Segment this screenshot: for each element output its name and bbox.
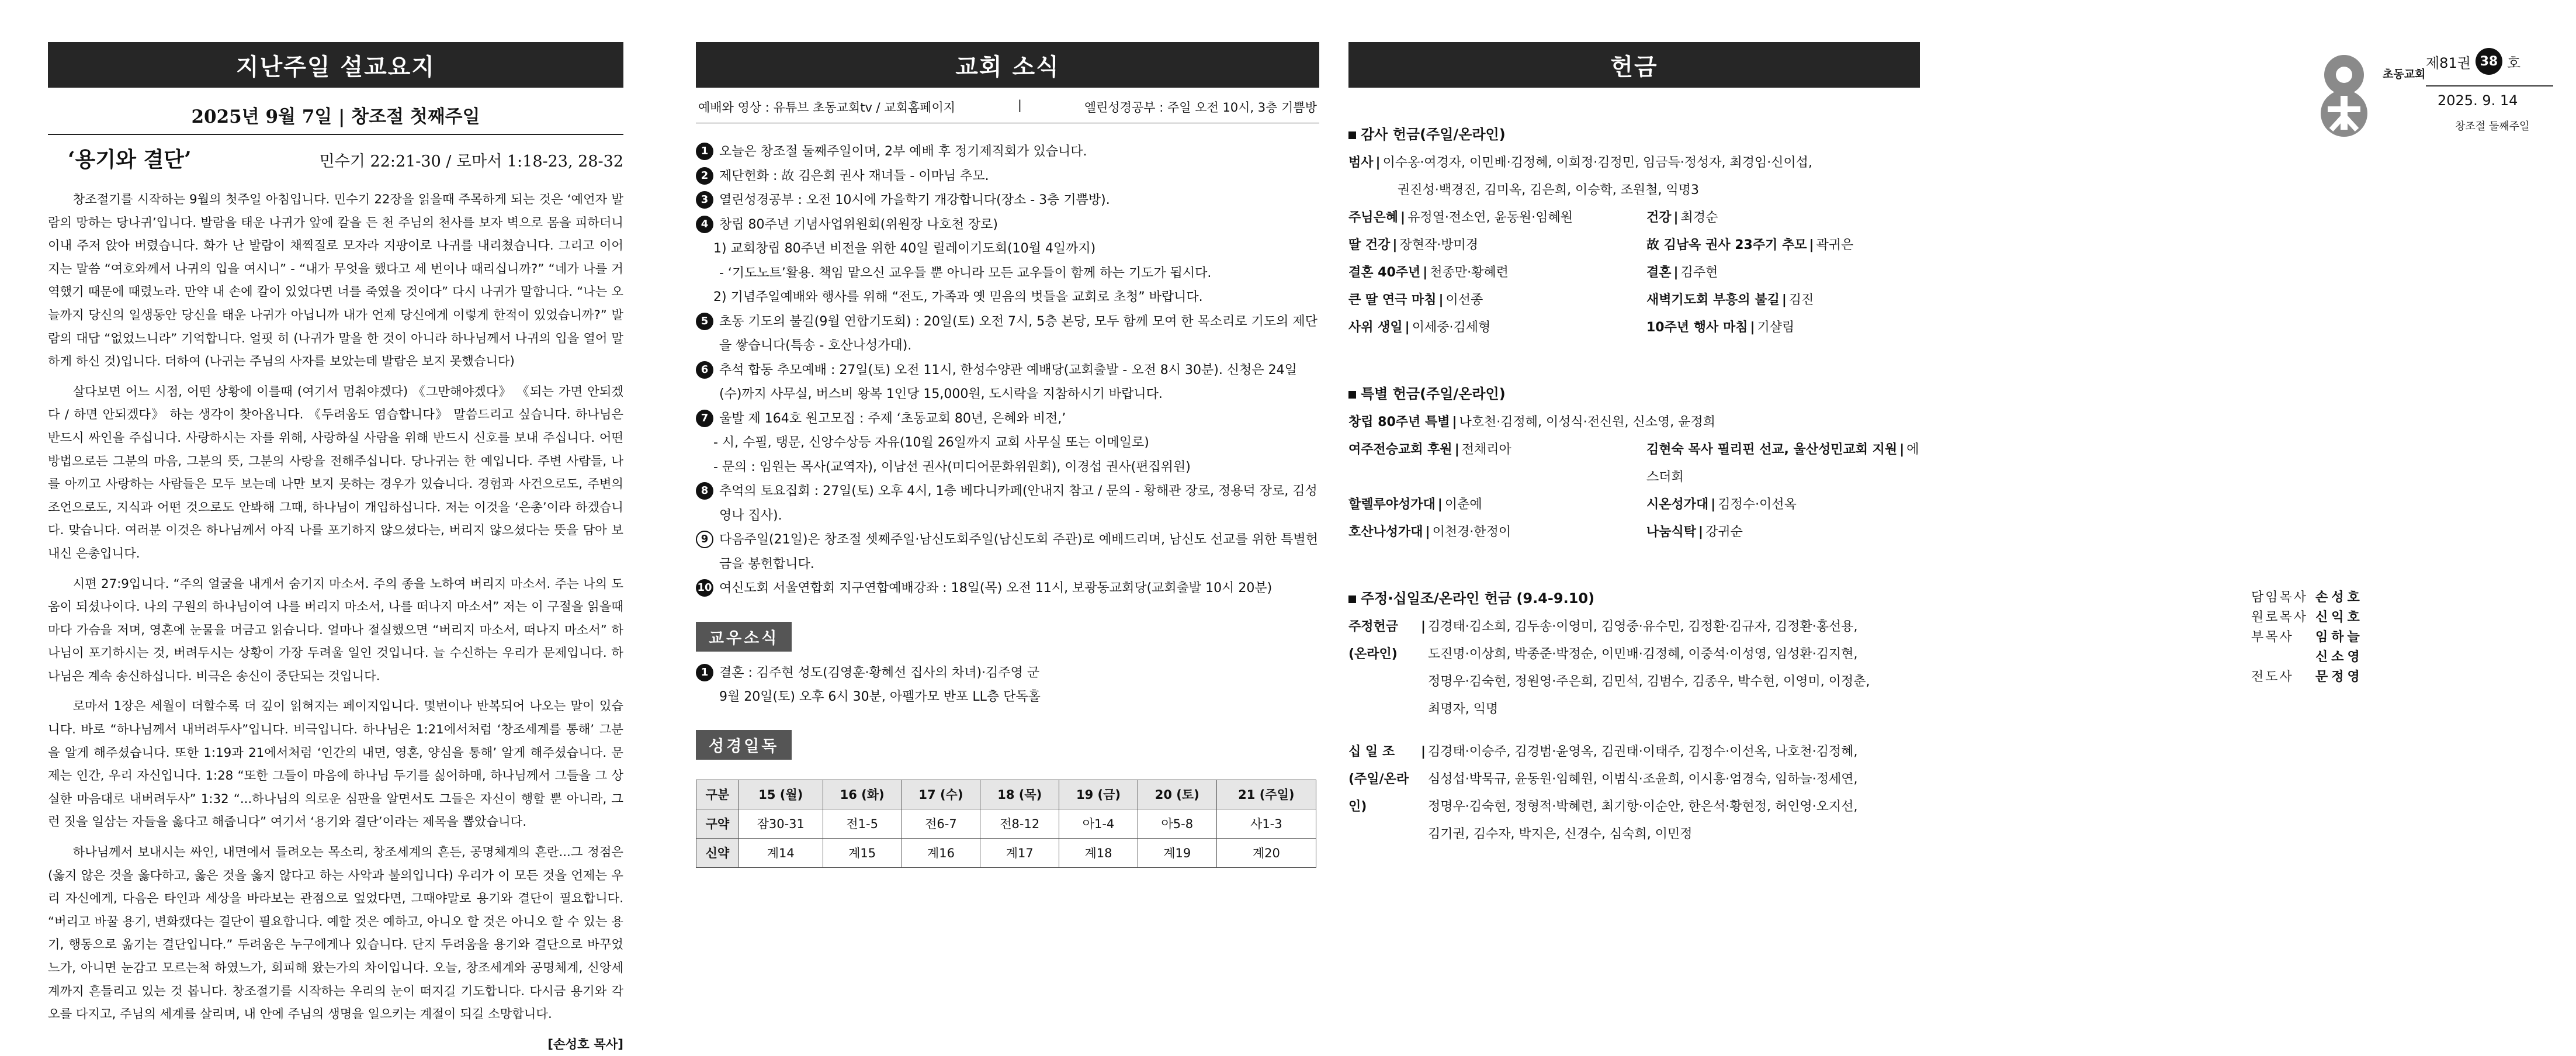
offering-names: 권진성·백경진, 김미옥, 김은희, 이승학, 조원철, 익명3 [1398, 183, 1699, 198]
notice-number-icon: 9 [696, 531, 713, 548]
special-offering-list [1348, 408, 1920, 546]
notice-number-icon: 5 [696, 313, 713, 330]
offering-names: 장현작·방미경 [1399, 238, 1478, 252]
notice-number-icon: 7 [696, 410, 713, 427]
offering-names-line: 정명우·김숙현, 정원영·주은희, 김민석, 김범수, 김종우, 박수현, 이영미, 이정춘, [1428, 674, 1870, 689]
table-header-cell: 구분 [696, 780, 739, 809]
offering-entry [1646, 518, 1743, 546]
table-cell: 계20 [1216, 838, 1316, 867]
offering-names-line: 정명우·김숙현, 정형적·박혜련, 최기항·이순안, 한은석·황현정, 허인영·오지선, [1428, 799, 1858, 814]
separator-bar: | [1423, 265, 1428, 280]
table-header-cell: 19 (금) [1059, 780, 1138, 809]
section-title: 주정·십일조/온라인 헌금 (9.4-9.10) [1361, 590, 1595, 607]
offering-label: 범사 [1348, 155, 1374, 170]
sermon-author: [손성호 목사] [547, 1037, 623, 1052]
offering-row [1348, 491, 1920, 518]
separator-bar: | [1438, 293, 1444, 307]
separator-bar: | [1437, 497, 1443, 512]
notice-item [696, 661, 1319, 685]
offering-names [1428, 738, 1920, 848]
issue-date: 2025. 9. 14 [2438, 92, 2518, 109]
table-header-cell: 16 (화) [823, 780, 902, 809]
separator-bar: | [1899, 442, 1905, 457]
divider [2426, 85, 2553, 86]
offering-names: 이천경·한정이 [1432, 525, 1511, 539]
notice-text: 결혼 : 김주현 성도(김영훈·황혜선 집사의 차녀)·김주영 군 [719, 665, 1040, 680]
notice-text: 9월 20일(토) 오후 6시 30분, 아펠가모 반포 LL층 단독홀 [719, 689, 1041, 704]
issue-suffix: 호 [2506, 54, 2521, 71]
offering-entry [1646, 314, 1794, 341]
offering-names: 나호천·김정혜, 이성식·전신원, 신소영, 윤정희 [1459, 415, 1715, 430]
notice-text: - 시, 수필, 탱문, 신앙수상등 자유(10월 26일까지 교회 사무실 또는 이메일로) [713, 435, 1149, 450]
separator-bar: | [1452, 415, 1457, 430]
volume-label: 제81권 [2426, 54, 2471, 71]
media-line [696, 98, 1319, 116]
separator-bar: | [1673, 265, 1679, 280]
masthead [2308, 0, 2576, 966]
staff-role: 원로목사 [2251, 610, 2308, 625]
notice-text: 제단헌화 : 故 김은회 권사 재녀들 - 이마님 추모. [719, 168, 989, 183]
separator-bar: | [1425, 525, 1430, 539]
table-header-cell: 15 (월) [739, 780, 823, 809]
table-cell: 잠30-31 [739, 809, 823, 838]
bible-reading-label: 성경일독 [696, 730, 792, 760]
offering-block [1348, 738, 1920, 848]
separator-bar: | [1400, 210, 1406, 225]
notice-number-icon: 1 [696, 664, 713, 681]
offering-names: 김주현 [1680, 265, 1718, 280]
notice-text: 추억의 토요집회 : 27일(토) 오후 4시, 1층 베다니카페(안내지 참고 / 문의 - 황해관 장로, 정용덕 장로, 김성영나 집사). [719, 484, 1318, 523]
offering-label: 10주년 행사 마침 [1646, 320, 1748, 335]
sermon-paragraph: 시편 27:9입니다. “주의 얼굴을 내게서 숨기지 마소서. 주의 종을 노하여 버리지 마소서. 주는 나의 도움이 되셨나이다. 나의 구원의 하나님이여 나를 버리지 마소서, 나를 떠나지 마소서” 저는 이 구절을 읽을때마다 가슴을 저며, 영혼에 눈물을 머금고 읽습니다. 얼마나 절실했으면 “버리지 마소서, 떠나지 마소서” 하나님이 포기하시는 것, 버려두시는 상황이 가장 두려울 일인 것입니다. 늘 수신하는 우리가 문제입니다. 하나님은 계속 송신하십니다. 비극은 송신이 중단되는 것입니다. [48, 576, 623, 684]
offering-label: 새벽기도회 부흥의 불길 [1646, 293, 1780, 307]
sermon-title-line [48, 143, 623, 173]
offering-names: 천종만·황혜련 [1430, 265, 1509, 280]
member-news-label-wrap [696, 622, 1319, 652]
bullet-square-icon [1348, 595, 1356, 603]
offering-entry [1348, 518, 1646, 546]
separator-bar: | [1454, 442, 1459, 457]
offering-entry [1348, 491, 1646, 518]
offering-entry [1348, 408, 1920, 436]
notice-item [696, 576, 1319, 601]
offering-names: 김진 [1788, 293, 1814, 307]
table-header-cell: 20 (토) [1138, 780, 1216, 809]
offering-block [1348, 613, 1920, 723]
notice-item [696, 685, 1319, 709]
notice-item [696, 285, 1319, 310]
offering-block-label [1348, 613, 1419, 723]
separator-bar: | [1673, 210, 1679, 225]
offering-header: 헌금 [1348, 42, 1920, 88]
notice-item [696, 140, 1319, 164]
offering-entry [1348, 149, 1920, 176]
offering-label: 호산나성가대 [1348, 525, 1423, 539]
offering-row [1348, 314, 1920, 341]
notice-item [696, 528, 1319, 576]
notice-text: 다음주일(21일)은 창조절 셋째주일·남신도회주일(남신도회 주관)로 예배드리며, 남신도 선교를 위한 특별헌금을 봉헌합니다. [719, 532, 1318, 572]
separator-bar: | [1750, 320, 1755, 335]
offering-label: 김현숙 목사 필리핀 선교, 울산성민교회 지원 [1646, 442, 1898, 457]
table-header-row [696, 780, 1316, 809]
offering-column [1348, 42, 1920, 848]
notice-text: 2) 기념주일예배와 행사를 위해 “전도, 가족과 옛 믿음의 벗들을 교회로 초청” 바랍니다. [713, 290, 1203, 304]
media-right: 엘린성경공부 : 주일 오전 10시, 3층 기쁨방 [1084, 101, 1317, 115]
notice-number-icon: 8 [696, 482, 713, 500]
bible-label-wrap [696, 730, 1319, 760]
notice-item [696, 188, 1319, 213]
offering-label-sub: (주일/온라인) [1348, 772, 1409, 814]
offering-row [1348, 286, 1920, 314]
bible-reading-table [696, 780, 1316, 868]
offering-label: 할렐루야성가대 [1348, 497, 1436, 512]
sermon-title: ‘용기와 결단’ [68, 147, 192, 172]
notice-item [696, 431, 1319, 455]
table-cell: 계19 [1138, 838, 1216, 867]
offering-entry [1646, 491, 1797, 518]
offering-label: 큰 딸 연극 마침 [1348, 293, 1437, 307]
notice-item [696, 164, 1319, 189]
table-header-cell: 17 (수) [902, 780, 980, 809]
sermon-body [48, 188, 623, 1056]
staff-name: 신소영 [2315, 650, 2363, 664]
staff-name: 신익호 [2315, 610, 2363, 625]
notice-item [696, 479, 1319, 528]
notice-item [696, 213, 1319, 237]
offering-entry [1348, 259, 1646, 286]
offering-label: 주님은혜 [1348, 210, 1399, 225]
offering-entry [1348, 314, 1646, 341]
separator-bar: | [1405, 320, 1410, 335]
table-cell: 아1-4 [1059, 809, 1138, 838]
notice-text: 여신도회 서울연합회 지구연합예배강좌 : 18일(목) 오전 11시, 보광동교회당(교회출발 10시 20분) [719, 581, 1273, 595]
media-separator: | [1017, 98, 1022, 112]
sermon-header: 지난주일 설교요지 [48, 42, 623, 88]
notice-text: - ‘기도노트’활용. 책임 맡으신 교우들 뿐 아니라 모든 교우들이 함께 하는 기도가 됩시다. [719, 265, 1212, 281]
offering-label: 결혼 [1646, 265, 1672, 280]
table-cell: 전6-7 [902, 809, 980, 838]
issue-subtitle: 창조절 둘째주일 [2455, 120, 2530, 133]
table-cell: 계18 [1059, 838, 1138, 867]
notice-number-icon: 6 [696, 361, 713, 379]
table-cell: 구약 [696, 809, 739, 838]
church-name: 초동교회 [2383, 68, 2426, 81]
separator-bar: | [1392, 238, 1398, 252]
table-row [696, 809, 1316, 838]
offering-names-line: 김경태·이승주, 김경범·윤영옥, 김권태·이태주, 김정수·이선옥, 나호천·김정혜, [1428, 745, 1858, 759]
thanks-offering-list [1348, 149, 1920, 341]
offering-label: 사위 생일 [1348, 320, 1403, 335]
table-cell: 계15 [823, 838, 902, 867]
offering-label: 십 일 조 [1348, 745, 1395, 759]
offering-names-line: 김기권, 김수자, 박지은, 신경수, 심숙희, 이민정 [1428, 827, 1693, 842]
sermon-paragraph: 하나님께서 보내시는 싸인, 내면에서 들려오는 목소리, 창조세계의 흔든, 공명체계의 흔란...그 정점은 (옳지 않은 것을 옳다하고, 옳은 것을 옳지 않다고 하는 사악과 불의입니다) 우리가 이 모든 것을 언제는 우리 자신에게, 다음은 타인과 세상을 바라보는 관점으로 엎었다면, 그때야말로 용기와 결단이 필요합니다. “버리고 바꿀 용기, 변화캤다는 결단이 필요합니다. 예할 것은 예하고, 아니오 할 것은 아니오 할 수 있는 용기, 행동으로 옮기는 결단입니다.” 두려움은 누구에게나 있습니다. 단지 두려움을 용기와 결단으로 바꾸었느가, 아니면 눈감고 모르는척 하였느가, 회피해 왔는가의 차이입니다. 오늘, 창조세계와 공명체계, 신앙세계까지 흔들리고 있는 것 봅니다. 창조절기를 시작하는 우리의 눈이 떠지길 기도합니다. 다시금 용기와 각오를 다지고, 주님의 세계를 살리며, 내 안에 주님의 생명을 일으키는 계절이 되길 소망합니다. [48, 845, 623, 1022]
notice-text: 열린성경공부 : 오전 10시에 가을학기 개강합니다(장소 - 3층 기쁨방). [719, 193, 1110, 207]
table-cell: 계14 [739, 838, 823, 867]
offering-row [1348, 149, 1920, 176]
offering-label: 건강 [1646, 210, 1672, 225]
special-offering-title [1348, 382, 1920, 403]
news-header: 교회 소식 [696, 42, 1319, 88]
section-title: 특별 헌금(주일/온라인) [1361, 386, 1506, 402]
offering-label: 결혼 40주년 [1348, 265, 1421, 280]
offering-row [1348, 518, 1920, 546]
notice-item [696, 455, 1319, 480]
table-row [696, 838, 1316, 867]
offering-names: 김정수·이선옥 [1718, 497, 1797, 512]
offering-entry [1348, 204, 1646, 231]
sermon-date: 2025년 9월 7일 | 창조절 첫째주일 [191, 106, 480, 127]
notice-text: - 문의 : 임원는 목사(교역자), 이남선 권사(미디어문화위원회), 이경섭 권사(편집위원) [713, 459, 1191, 475]
offering-entry [1646, 259, 1718, 286]
offering-block-label [1348, 738, 1419, 848]
offering-entry [1646, 436, 1920, 491]
staff-role: 담임목사 [2251, 590, 2308, 605]
offering-names: 강귀순 [1705, 525, 1743, 539]
table-cell: 계17 [980, 838, 1059, 867]
offering-names: 이선종 [1445, 293, 1483, 307]
offering-entry [1646, 286, 1814, 314]
offering-entry [1348, 436, 1646, 491]
table-header-cell: 21 (주일) [1216, 780, 1316, 809]
section-title: 감사 헌금(주일/온라인) [1361, 126, 1506, 143]
member-news-label: 교우소식 [696, 622, 792, 652]
notice-text: 1) 교회창립 80주년 비전을 위한 40일 릴레이기도회(10월 4일까지) [713, 241, 1096, 256]
weekly-offering-list [1348, 613, 1920, 848]
volume-issue [2426, 48, 2520, 75]
offering-label: 시온성가대 [1646, 497, 1709, 512]
offering-row [1348, 204, 1920, 231]
notice-item [696, 358, 1319, 407]
offering-entry [1348, 176, 1920, 204]
notice-number-icon: 3 [696, 191, 713, 209]
offering-names-line: 최명자, 익명 [1428, 702, 1499, 716]
media-left: 예배와 영상 : 유튜브 초동교회tv / 교회홈페이지 [698, 101, 956, 115]
staff-role [2251, 648, 2315, 667]
notice-number-icon: 1 [696, 143, 713, 160]
notice-item [696, 407, 1319, 431]
weekly-offering-title [1348, 587, 1920, 607]
offering-names-line: 심성섭·박묵규, 윤동원·임혜원, 이범식·조윤희, 이시흥·엄경숙, 임하늘·정세연, [1428, 772, 1858, 787]
table-cell: 사1-3 [1216, 809, 1316, 838]
separator-bar: | [1421, 619, 1426, 634]
offering-label: 故 김남옥 권사 23주기 추모 [1646, 238, 1807, 252]
offering-names: 전채리아 [1461, 442, 1511, 457]
offering-label: 주정헌금 [1348, 619, 1399, 634]
sermon-paragraph: 살다보면 어느 시점, 어떤 상황에 이를때 (여기서 멈춰야겠다) 《그만해야겠다》 《되는 가면 안되겠다 / 하면 안되겠다》 하는 생각이 찾아옵니다. 《두려움도 염습합니다》 말씀드리고 싶습니다. 하나님은 반드시 싸인을 주십니다. 사랑하시는 자를 위해, 사랑하실 사람을 위해 반드시 신호를 보내 주십니다. 어떤 방법으로든 그분의 마음, 그분의 뜻, 그분의 사랑을 전해주십니다. 당나귀는 한 예입니다. 주변 사람들, 나를 아끼고 사랑하는 사람들은 모두 보는데 나만 보지 못하는 경우가 있습니다. 경험과 사건으로도, 주변의 조언으로도, 지식과 어떤 것으로도 안봐해 그때, 하나님이 개입하십니다. 저는 이것을 ‘은총’이라 하겠습니다. 맞습니다. 여러분 이것은 하나님께서 아직 나를 포기하지 않으셨다는, 버리지 않으셨다는 뜻을 담아 보내신 은총입니다. [48, 384, 623, 561]
offering-row [1348, 436, 1920, 491]
thanks-offering-title [1348, 123, 1920, 143]
sermon-paragraph: 로마서 1장은 세월이 더할수록 더 깊이 읽혀지는 페이지입니다. 몇번이나 반복되어 나오는 말이 있습니다. 바로 “하나님께서 내버려두사”입니다. 비극입니다. 하나님은 1:21에서처럼 ‘창조세계를 통해’ 그분을 알게 해주셨습니다. 또한 1:19과 21에서처럼 ‘인간의 내면, 영혼, 양심을 통해’ 알게 해주셨습니다. 문제는 인간, 우리 자신입니다. 1:28 “또한 그들이 마음에 하나님 두기를 싫어하매, 하나님께서 그들을 그 상실한 마음대로 내버려두사” 1:32 “...하나님의 의로운 심판을 알면서도 그들은 자신이 행할 뿐 아니라, 그런 짓을 일삼는 자들을 옳다고 해줍니다” 여기서 ‘용기와 결단’이라는 제목을 뽑았습니다. [48, 699, 623, 830]
table-header-cell: 18 (목) [980, 780, 1059, 809]
staff-name: 임하늘 [2315, 630, 2363, 645]
sermon-paragraph: 창조절기를 시작하는 9월의 첫주일 아침입니다. 민수기 22장을 읽을때 주목하게 되는 것은 ‘예언자 발람의 망하는 당나귀’입니다. 발람을 태운 나귀가 앞에 칼을 든 천 주님의 천사를 보자 벽으로 몸을 피하더니 이내 주저 앉아 버렸습니다. 화가 난 발람이 채찍질로 모자라 지팡이로 나귀를 내리쳤습니다. 그리고 이어지는 말씀 “여호와께서 나귀의 입을 여시니” - “내가 무엇을 했다고 세 번이나 때리십니까?” “네가 나를 거역했기 때문에 때렸노라. 만약 내 손에 칼이 있었다면 너를 죽였을 것이다” 다시 나귀가 말합니다. “나는 오늘까지 당신의 일생동안 당신을 태운 나귀가 아닙니까 내가 언제 당신에게 이렇게 한적이 있었습니까?” 발람의 대답 “없었느니라” 기억합니다. 얼핏 히 (나귀가 말을 한 것이 아니라 하나님께서 나귀의 입을 열어 말하게 하신 것)입니다. 더하여 (나귀는 주님의 사자를 보았는데 발람은 보지 못했습니다) [48, 192, 623, 369]
notice-item [696, 237, 1319, 261]
separator-bar: | [1375, 155, 1381, 170]
notice-text: 추석 합동 추모예배 : 27일(토) 오전 11시, 한성수양관 예배당(교회출발 - 오전 8시 30분). 신청은 24일(수)까지 사무실, 버스비 왕복 1인당 15,000원, 도시락을 지참하시기 바랍니다. [719, 362, 1297, 401]
table-cell: 계16 [902, 838, 980, 867]
offering-row [1348, 408, 1920, 436]
bullet-square-icon [1348, 131, 1356, 139]
notice-number-icon: 2 [696, 167, 713, 185]
offering-names: 에스더회 [1646, 442, 1919, 484]
sermon-scripture: 민수기 22:21-30 / 로마서 1:18-23, 28-32 [319, 153, 623, 171]
news-column [696, 42, 1319, 868]
staff-role: 전도사 [2251, 670, 2294, 684]
separator-bar: | [1809, 238, 1814, 252]
notice-list [696, 140, 1319, 601]
offering-label: 여주전승교회 후원 [1348, 442, 1452, 457]
offering-label: 딸 건강 [1348, 238, 1391, 252]
notice-number-icon: 4 [696, 216, 713, 233]
notice-text: 창립 80주년 기념사업위원회(위원장 나호천 장로) [719, 217, 998, 232]
separator-bar: | [1698, 525, 1704, 539]
offering-label: 나눔식탁 [1646, 525, 1697, 539]
offering-names-line: 김경태·김소희, 김두송·이영미, 김영중·유수민, 김정환·김규자, 김정환·홍선용, [1428, 619, 1858, 634]
offering-names: 이춘예 [1444, 497, 1482, 512]
issue-number: 38 [2476, 48, 2502, 75]
offering-names [1428, 613, 1920, 723]
offering-label-sub: (온라인) [1348, 647, 1398, 662]
separator-bar: | [1711, 497, 1716, 512]
offering-entry [1646, 231, 1853, 259]
staff-role: 부목사 [2251, 630, 2294, 645]
offering-names: 이수옹·여경자, 이민배·김정혜, 이희정·김정민, 임금득·정성자, 최경임·신이섭, [1382, 155, 1813, 170]
offering-entry [1348, 286, 1646, 314]
church-logo-icon [2308, 50, 2384, 138]
offering-names: 기샬림 [1757, 320, 1795, 335]
offering-row [1348, 231, 1920, 259]
bullet-square-icon [1348, 391, 1356, 399]
offering-row [1348, 176, 1920, 204]
table-cell: 신약 [696, 838, 739, 867]
offering-names: 최경순 [1680, 210, 1718, 225]
notice-item [696, 310, 1319, 358]
offering-names: 이세중·김세형 [1412, 320, 1491, 335]
table-cell: 전1-5 [823, 809, 902, 838]
notice-text: 오늘은 창조절 둘째주일이며, 2부 예배 후 정기제직회가 있습니다. [719, 144, 1087, 159]
offering-entry [1646, 204, 1718, 231]
offering-names-line: 도진명·이상희, 박종준·박정순, 이민배·김정혜, 이중석·이성영, 임성환·김지현, [1428, 647, 1858, 662]
offering-names: 곽귀은 [1816, 238, 1854, 252]
staff-name: 손성호 [2315, 590, 2363, 605]
notice-item [696, 261, 1319, 286]
table-cell: 전8-12 [980, 809, 1059, 838]
offering-entry [1348, 231, 1646, 259]
staff-name: 문정영 [2315, 670, 2363, 684]
divider [48, 134, 623, 135]
notice-text: 초동 기도의 불길(9월 연합기도회) : 20일(토) 오전 7시, 5층 본당, 모두 함께 모여 한 목소리로 기도의 제단을 쌓습니다(특송 - 호산나성가대). [719, 314, 1318, 353]
separator-bar: | [1421, 745, 1426, 759]
notice-text: 울발 제 164호 원고모집 : 주제 ‘초동교회 80년, 은혜와 비전,’ [719, 411, 1066, 426]
offering-label: 창립 80주년 특별 [1348, 415, 1450, 430]
notice-number-icon: 10 [696, 579, 713, 597]
offering-row [1348, 259, 1920, 286]
separator-bar: | [1781, 293, 1787, 307]
offering-names: 유정열·전소연, 윤동원·임혜원 [1407, 210, 1573, 225]
member-news-list [696, 661, 1319, 709]
sermon-column [48, 42, 623, 1056]
table-cell: 아5-8 [1138, 809, 1216, 838]
